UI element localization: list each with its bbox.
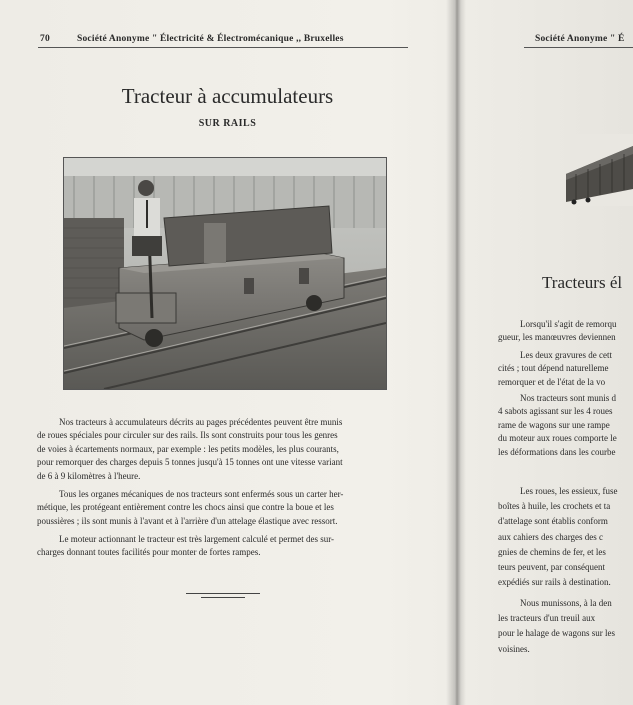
body-paragraph-3	[37, 533, 409, 560]
page-number: 70	[40, 34, 50, 44]
text-line: teurs peuvent, par conséquent	[498, 562, 605, 573]
header-rule	[524, 47, 633, 48]
header-rule	[38, 47, 408, 48]
text-line: voisines.	[498, 643, 530, 654]
text-line: remorquer et de l'état de la vo	[498, 376, 606, 387]
text-line: Les deux gravures de cett	[520, 350, 612, 360]
running-header: Société Anonyme " É	[535, 34, 625, 44]
text-line: poussières ; ils sont munis à l'avant et à l'arrière d'un attelage élastique avec ressort.	[37, 515, 338, 526]
text-line: gnies de chemins de fer, et les	[498, 546, 606, 557]
body-paragraph-1	[37, 416, 409, 483]
text-line: Les roues, les essieux, fuse	[520, 486, 618, 496]
text-line: Le moteur actionnant le tracteur est très largement calculé et permet des sur-	[59, 534, 335, 544]
text-line: de voies à écartements normaux, par exemple : les petits modèles, les plus courants,	[37, 443, 339, 454]
page-title: Tracteur à accumulateurs	[121, 84, 334, 108]
text-line: d'attelage sont établis conform	[498, 516, 608, 527]
tractor-photo	[63, 157, 387, 390]
text-line: charges donnant toutes facilités pour monter de fortes rampes.	[37, 547, 261, 558]
text-line: aux cahiers des charges des c	[498, 531, 604, 542]
text-line: métique, les protégeant entièrement contre les chocs ainsi que contre la boue et les	[37, 502, 334, 513]
running-header: Société Anonyme " Électricité & Électromécanique ,, Bruxelles	[77, 34, 344, 44]
body-paragraph-5	[498, 596, 633, 657]
text-line: du moteur aux roues comporte le	[498, 433, 617, 444]
tractor-photo-illustration	[64, 158, 386, 389]
text-line: Nos tracteurs sont munis d	[520, 393, 616, 403]
body-paragraph-3	[498, 392, 633, 459]
text-line: 4 sabots agissant sur les 4 roues	[498, 406, 613, 417]
text-line: Nous munissons, à la den	[520, 598, 612, 608]
wagon-photo	[566, 134, 633, 206]
right-page	[466, 0, 633, 705]
ornament-rule	[186, 593, 260, 594]
body-paragraph-2	[37, 488, 409, 528]
body-paragraph-1	[498, 318, 633, 345]
text-line: Lorsqu'il s'agit de remorqu	[520, 319, 617, 329]
page-subtitle: SUR RAILS	[198, 118, 257, 129]
ornament-rule	[201, 597, 245, 598]
text-line: Tous les organes mécaniques de nos tracteurs sont enfermés sous un carter her-	[59, 489, 344, 499]
text-line: de 6 à 9 kilomètres à l'heure.	[37, 470, 141, 481]
text-line: Nos tracteurs à accumulateurs décrits au pages précédentes peuvent être munis	[59, 417, 343, 427]
text-line: les déformations dans les courbe	[498, 446, 616, 457]
text-line: de roues spéciales pour circuler sur des rails. Ils sont construits pour tous les genres	[37, 430, 338, 441]
text-line: gueur, les manœuvres deviennen	[498, 332, 616, 343]
text-line: cités ; tout dépend naturelleme	[498, 363, 609, 374]
page-title: Tracteurs él	[542, 273, 623, 292]
text-line: pour le halage de wagons sur les	[498, 628, 615, 639]
text-line: expédiés sur rails à destination.	[498, 577, 611, 588]
body-paragraph-4	[498, 484, 633, 590]
text-line: pour remorquer des charges depuis 5 tonnes jusqu'à 15 tonnes ont une vitesse variant	[37, 457, 343, 468]
text-line: boîtes à huile, les crochets et ta	[498, 501, 611, 512]
book-gutter	[446, 0, 466, 705]
text-line: rame de wagons sur une rampe	[498, 419, 610, 430]
body-paragraph-2	[498, 349, 633, 389]
text-line: les tracteurs d'un treuil aux	[498, 613, 596, 624]
